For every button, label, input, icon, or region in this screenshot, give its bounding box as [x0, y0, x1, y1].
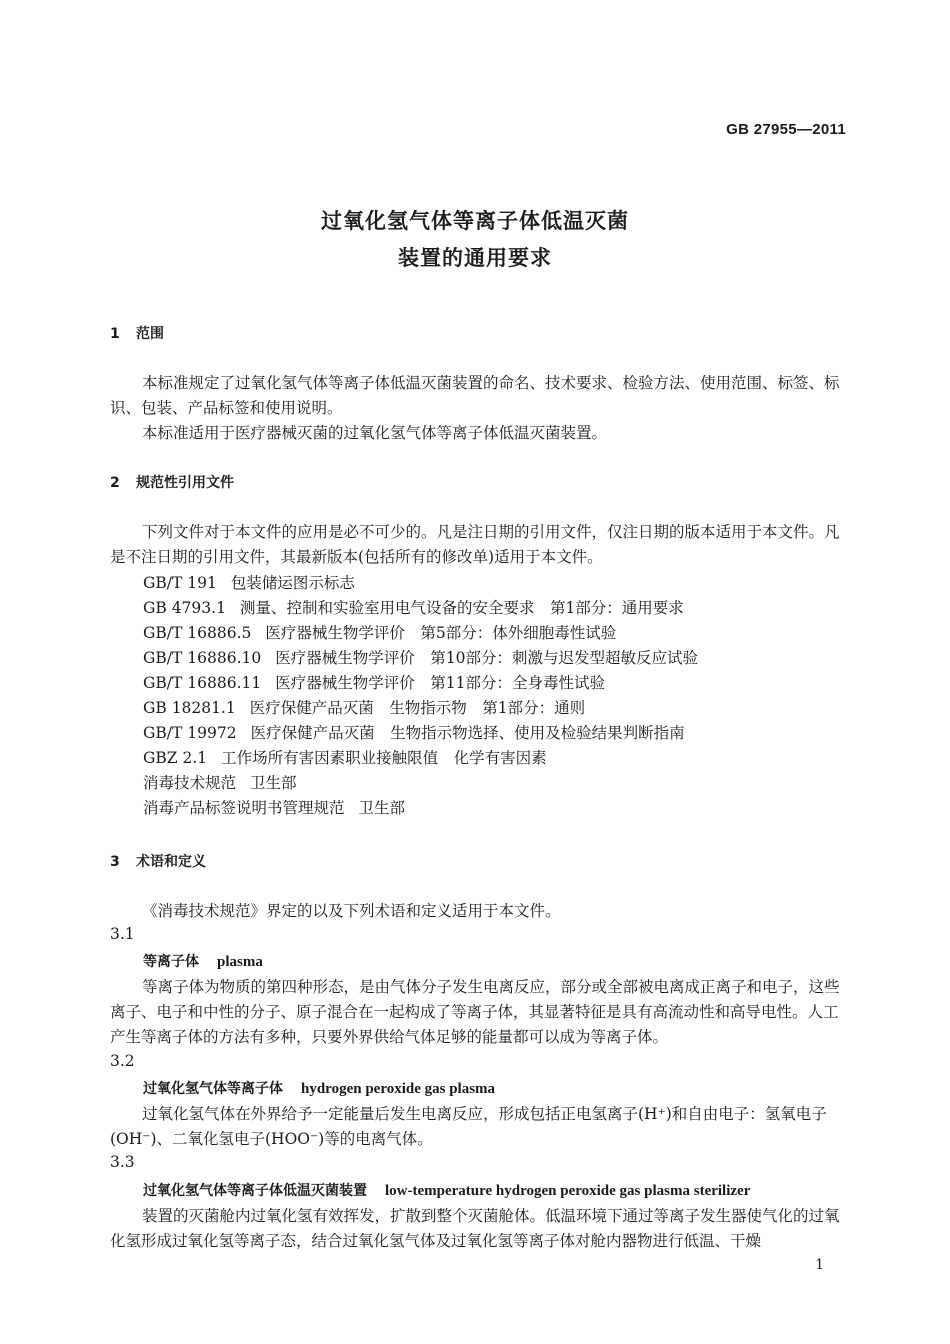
- section-title: 术语和定义: [136, 854, 206, 870]
- section-number: 2: [110, 475, 120, 491]
- reference-title: 工作场所有害因素职业接触限值 化学有害因素: [221, 749, 547, 767]
- term-heading: [143, 1180, 750, 1200]
- standard-number: GB 27955—2011: [726, 121, 846, 138]
- term-definition: 过氧化氢气体在外界给予一定能量后发生电离反应，形成包括正电氢离子(H⁺)和自由电子：氢氧电子(OH⁻)、二氧化氢电子(HOO⁻)等的电离气体。: [110, 1105, 827, 1148]
- page-number: 1: [815, 1257, 824, 1273]
- term-zh: 等离子体: [143, 954, 199, 970]
- term-definition: 装置的灭菌舱内过氧化氢有效挥发，扩散到整个灭菌舱体。低温环境下通过等离子发生器使气化的过氧化氢形成过氧化氢等离子态，结合过氧化氢气体及过氧化氢等离子体对舱内器物进行低温、干燥: [110, 1207, 840, 1250]
- reference-code: GB/T 16886.10: [143, 649, 262, 667]
- reference-title: 卫生部: [250, 774, 297, 792]
- reference-title: 包装储运图示标志: [230, 574, 355, 592]
- term-en: plasma: [217, 954, 263, 970]
- section-2-intro: 下列文件对于本文件的应用是必不可少的。凡是注日期的引用文件，仅注日期的版本适用于本文件。凡是不注日期的引用文件，其最新版本(包括所有的修改单)适用于本文件。: [110, 523, 840, 566]
- reference-code: GBZ 2.1: [143, 749, 208, 767]
- term-zh: 过氧化氢气体等离子体低温灭菌装置: [143, 1183, 367, 1199]
- reference-code: GB 18281.1: [143, 699, 236, 717]
- reference-title: 测量、控制和实验室用电气设备的安全要求 第1部分：通用要求: [239, 599, 684, 617]
- reference-code: GB/T 16886.5: [143, 624, 252, 642]
- term-heading: [143, 1078, 495, 1098]
- term-en: hydrogen peroxide gas plasma: [301, 1081, 496, 1097]
- reference-title: 医疗器械生物学评价 第5部分：体外细胞毒性试验: [265, 624, 617, 642]
- clause-number: 3.3: [110, 1153, 135, 1171]
- section-1-heading: [110, 323, 164, 343]
- section-title: 规范性引用文件: [136, 475, 234, 491]
- section-number: 3: [110, 854, 120, 870]
- reference-item: [143, 796, 405, 818]
- section-3-intro: 《消毒技术规范》界定的以及下列术语和定义适用于本文件。: [142, 902, 561, 920]
- reference-item: [143, 646, 698, 668]
- section-number: 1: [110, 326, 120, 342]
- section-1-paragraph-2: 本标准适用于医疗器械灭菌的过氧化氢气体等离子体低温灭菌装置。: [142, 424, 608, 442]
- term-en: low-temperature hydrogen peroxide gas plasma sterilizer: [385, 1183, 751, 1199]
- reference-title: 医疗器械生物学评价 第10部分：刺激与迟发型超敏反应试验: [275, 649, 698, 667]
- term-zh: 过氧化氢气体等离子体: [143, 1081, 283, 1097]
- term-heading: [143, 951, 263, 971]
- document-title-line1: 过氧化氢气体等离子体低温灭菌: [321, 209, 629, 233]
- reference-code: 消毒产品标签说明书管理规范: [143, 799, 345, 817]
- reference-item: [143, 696, 585, 718]
- reference-title: 医疗器械生物学评价 第11部分：全身毒性试验: [275, 674, 605, 692]
- reference-code: GB/T 19972: [143, 724, 237, 742]
- reference-code: GB/T 191: [143, 574, 217, 592]
- reference-code: GB 4793.1: [143, 599, 226, 617]
- section-2-heading: [110, 472, 234, 492]
- section-3-heading: [110, 851, 206, 871]
- reference-title: 医疗保健产品灭菌 生物指示物 第1部分：通则: [249, 699, 586, 717]
- reference-code: 消毒技术规范: [143, 774, 237, 792]
- reference-title: 卫生部: [358, 799, 406, 817]
- clause-number: 3.2: [110, 1052, 135, 1070]
- section-title: 范围: [136, 326, 164, 342]
- reference-item: [143, 596, 684, 618]
- reference-item: [143, 621, 616, 643]
- document-title-line2: 装置的通用要求: [398, 246, 552, 270]
- section-1-paragraph-1: 本标准规定了过氧化氢气体等离子体低温灭菌装置的命名、技术要求、检验方法、使用范围、标签、标识、包装、产品标签和使用说明。: [110, 374, 840, 417]
- reference-item: [143, 571, 355, 593]
- reference-title: 医疗保健产品灭菌 生物指示物选择、使用及检验结果判断指南: [250, 724, 685, 742]
- term-definition: 等离子体为物质的第四种形态，是由气体分子发生电离反应，部分或全部被电离成正离子和电子，这些离子、电子和中性的分子、原子混合在一起构成了等离子体，其显著特征是具有高流动性和高导电性。人工产生等离子体的方法有多种，只要外界供给气体足够的能量都可以成为等离子体。: [110, 978, 840, 1046]
- clause-number: 3.1: [110, 925, 135, 943]
- reference-item: [143, 746, 547, 768]
- reference-item: [143, 721, 685, 743]
- reference-item: [143, 771, 297, 793]
- reference-item: [143, 671, 605, 693]
- reference-code: GB/T 16886.11: [143, 674, 262, 692]
